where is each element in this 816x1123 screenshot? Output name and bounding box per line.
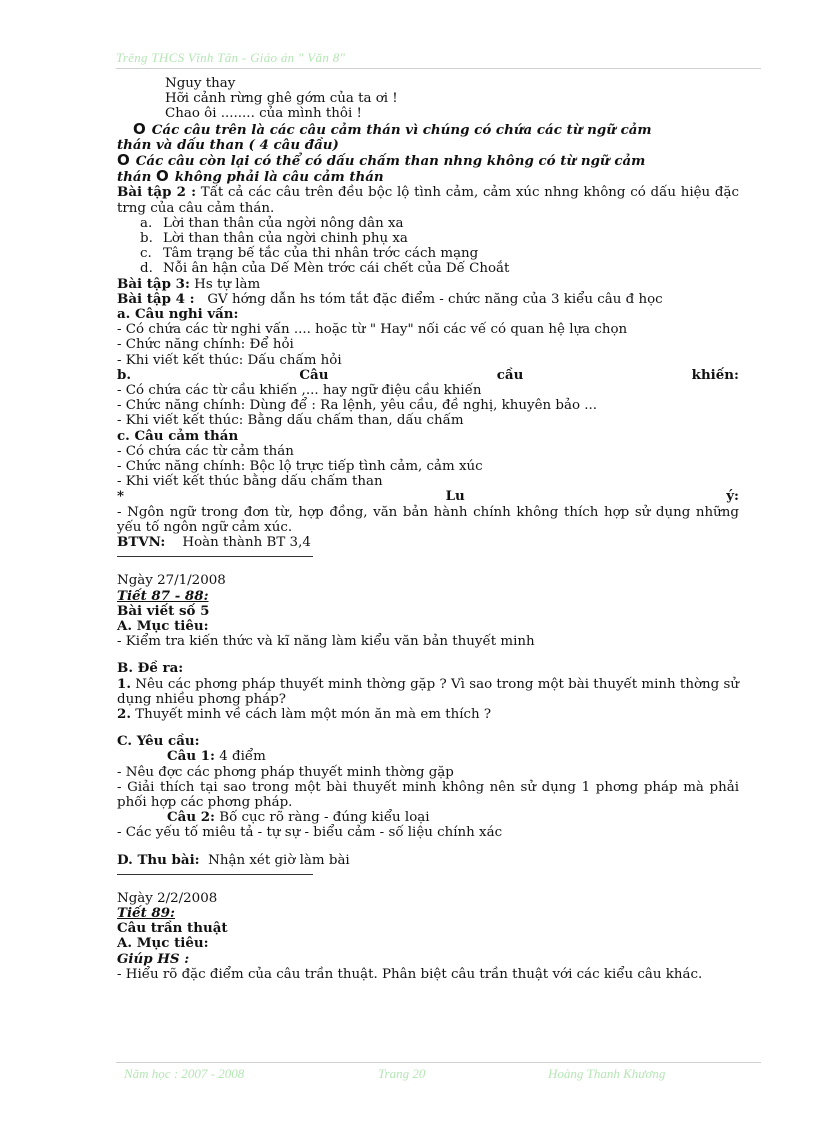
bullet-line: - Có chứa các từ nghi vấn .... hoặc từ " Hay" nối các vế có quan hệ lựa chọn — [117, 322, 628, 338]
bullet-line: - Các yếu tố miêu tả - tự sự - biểu cảm - số liệu chính xác — [117, 825, 503, 841]
assignment-title: B. Đề ra: — [117, 660, 184, 677]
footer-divider — [116, 1062, 761, 1063]
lesson-date: Ngày 2/2/2008 — [117, 890, 218, 906]
note-2-cont: thán O không phải là câu cảm thán — [117, 167, 384, 186]
footer-page: Trang 20 — [378, 1066, 426, 1081]
bullet-line: - Chức năng chính: Để hỏi — [117, 337, 294, 353]
question-2: 2. Thuyết minh về cách làm một món ăn mà em thích ? — [117, 705, 492, 722]
bullet-line: - Khi viết kết thúc: Bằng dấu chấm than, dấu chấm — [117, 413, 464, 429]
note-text: - Ngôn ngữ trong đơn từ, hợp đồng, văn bản hành chính không thích hợp sử dụng những yếu tố ngôn ngữ cảm xúc. — [117, 504, 739, 535]
note-title: * Lu ý: — [117, 488, 739, 505]
bullet-line: - Chức năng chính: Bộc lộ trực tiếp tình cảm, cảm xúc — [117, 459, 483, 475]
list-item: d. Nỗi ân hận của Dế Mèn trớc cái chết của Dế Choắt — [140, 261, 510, 277]
page-header: Trêng THCS Vĩnh Tân - Giáo án " Văn 8" — [116, 50, 346, 65]
exercise-2: Bài tập 2 : Tất cả các câu trên đều bộc lộ tình cảm, cảm xúc nhng không có dấu hiệu đặc trng của câu cảm thán. — [117, 184, 739, 216]
question-2-criteria: Câu 2: Bố cục rõ ràng - đúng kiểu loại — [167, 809, 430, 826]
list-item: a. Lời than thân của ngời nông dân xa — [140, 215, 404, 231]
list-item: c. Tâm trạng bế tắc của thi nhân trớc cách mạng — [140, 246, 479, 262]
footer-author: Hoàng Thanh Khương — [548, 1066, 666, 1081]
quote-line: Nguy thay — [165, 76, 236, 91]
bullet-line: - Có chứa các từ cầu khiến ,... hay ngữ điệu cầu khiến — [117, 383, 482, 399]
question-1-score: Câu 1: 4 điểm — [167, 748, 266, 765]
bullet-line: - Khi viết kết thúc: Dấu chấm hỏi — [117, 352, 342, 368]
bullet-line: - Chức năng chính: Dùng để : Ra lệnh, yêu cầu, đề nghị, khuyên bảo ... — [117, 398, 598, 414]
note-1-cont: thán và dấu than ( 4 câu đầu) — [117, 136, 339, 153]
bullet-line: - Nêu đợc các phơng pháp thuyết minh thờng gặp — [117, 764, 454, 780]
lesson-date: Ngày 27/1/2008 — [117, 573, 226, 589]
homework: BTVN: Hoàn thành BT 3,4 — [117, 534, 311, 551]
subsection-c-title: c. Câu cảm thán — [117, 427, 239, 444]
objectives-title: A. Mục tiêu: — [117, 617, 209, 634]
bullet-line: - Khi viết kết thúc bằng dấu chấm than — [117, 474, 383, 490]
subsection-a-title: a. Câu nghi vấn: — [117, 306, 239, 323]
bullet-line: - Có chứa các từ cảm thán — [117, 443, 294, 459]
section-divider — [117, 874, 313, 875]
lesson-number: Tiết 87 - 88: — [117, 587, 209, 604]
footer-year: Năm học : 2007 - 2008 — [124, 1066, 245, 1081]
header-divider — [116, 68, 761, 69]
collect-work: D. Thu bài: Nhận xét giờ làm bài — [117, 851, 350, 868]
note-1: O Các câu trên là các câu cảm thán vì chúng có chứa các từ ngữ cảm — [133, 119, 652, 138]
quote-line: Hỡi cảnh rừng ghê gớm của ta ơi ! — [165, 91, 398, 107]
bullet-line: - Giải thích tại sao trong một bài thuyết minh không nên sử dụng 1 phơng pháp mà phải phối hợp các phơng pháp. — [117, 779, 739, 810]
lesson-number: Tiết 89: — [117, 904, 175, 921]
bullet-icon: O — [156, 167, 169, 186]
lesson-title: Câu trần thuật — [117, 920, 228, 937]
subsection-b-title: b. Câu cầu khiến: — [117, 366, 739, 383]
quote-line: Chao ôi ........ của mình thôi ! — [165, 106, 362, 122]
list-item: b. Lời than thân của ngời chinh phụ xa — [140, 231, 408, 247]
exercise-4: Bài tập 4 : GV hớng dẫn hs tóm tắt đặc điểm - chức năng của 3 kiểu câu đ học — [117, 290, 663, 307]
exercise-3: Bài tập 3: Hs tự làm — [117, 275, 261, 292]
lesson-title: Bài viết số 5 — [117, 602, 210, 619]
note-2: O Các câu còn lại có thể có dấu chấm than nhng không có từ ngữ cảm — [117, 151, 646, 170]
question-1: 1. Nêu các phơng pháp thuyết minh thờng gặp ? Vì sao trong một bài thuyết minh thờng sử dụng nhiều phơng pháp? — [117, 675, 739, 707]
requirements-title: C. Yêu cầu: — [117, 733, 200, 750]
bullet-line: - Kiểm tra kiến thức và kĩ năng làm kiểu văn bản thuyết minh — [117, 634, 535, 650]
help-students: Giúp HS : — [117, 950, 190, 967]
section-divider — [117, 556, 313, 557]
bullet-line: - Hiểu rõ đặc điểm của câu trần thuật. Phân biệt câu trần thuật với các kiểu câu khác. — [117, 966, 703, 982]
bullet-icon: O — [117, 151, 130, 170]
page-content — [117, 76, 739, 982]
objectives-title: A. Mục tiêu: — [117, 935, 209, 952]
bullet-icon: O — [133, 119, 146, 138]
